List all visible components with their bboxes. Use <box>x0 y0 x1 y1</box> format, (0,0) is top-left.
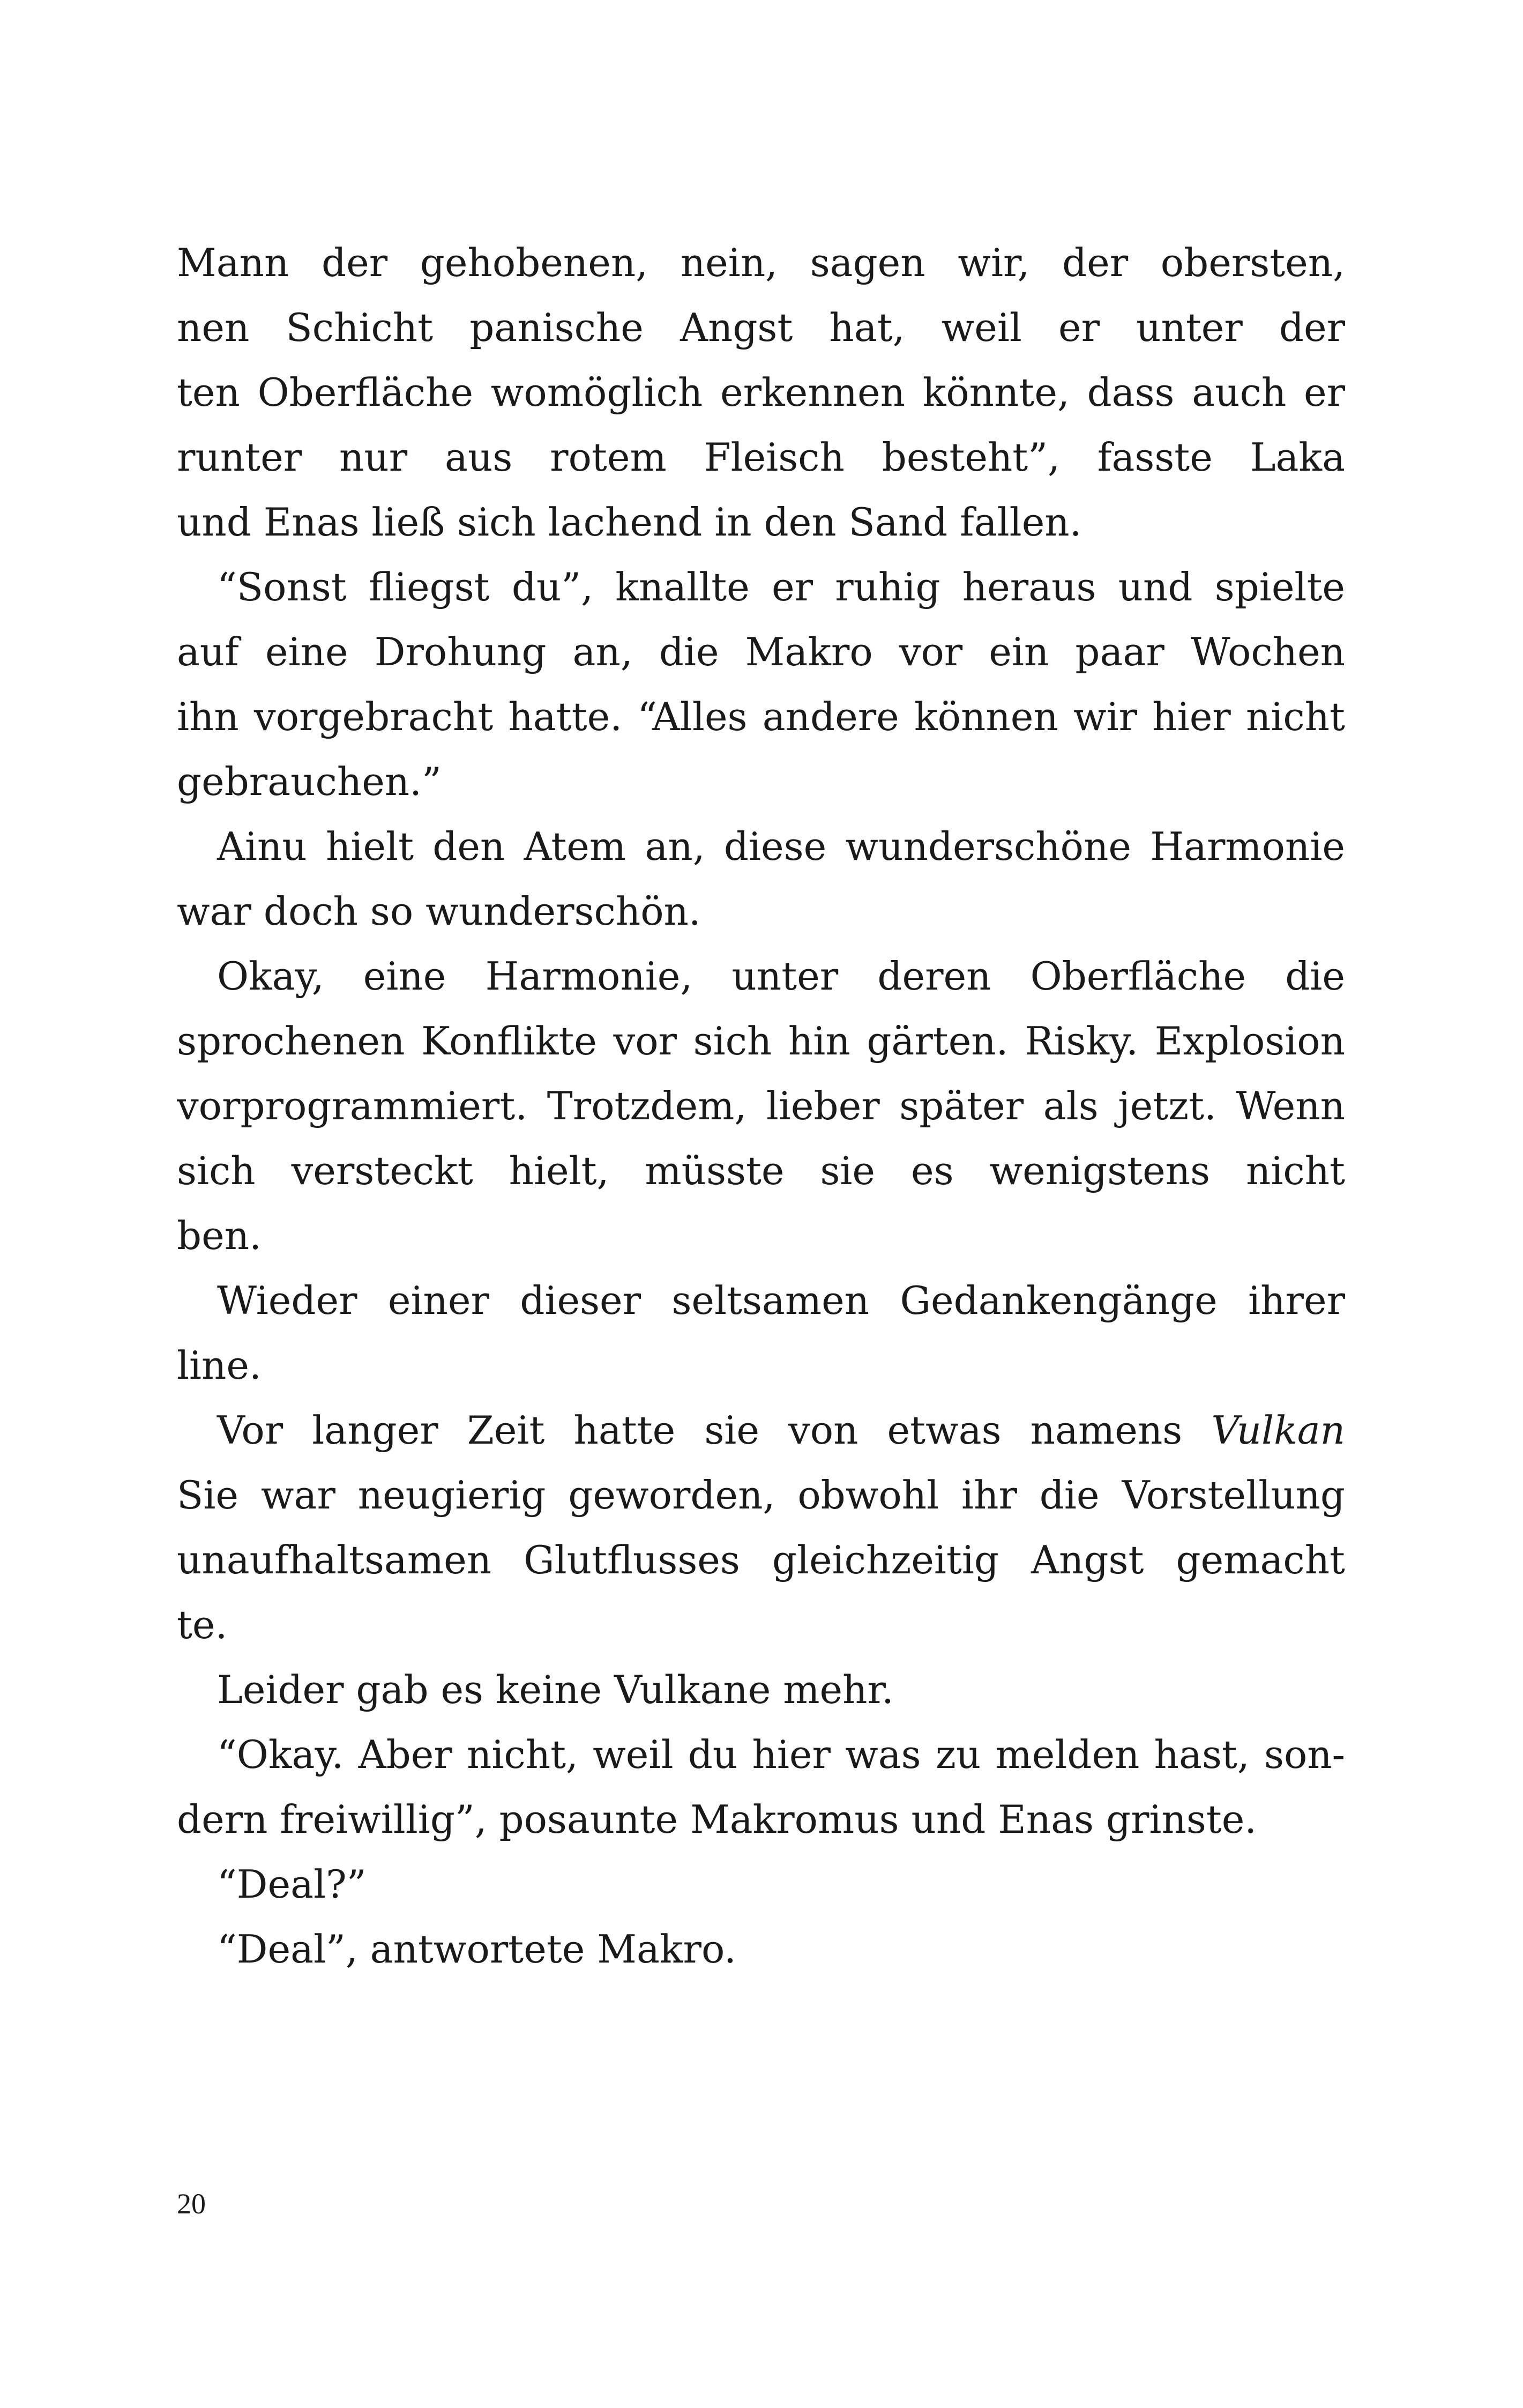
body-text <box>177 231 1345 1982</box>
text-line: ten Oberfläche womöglich erkennen könnte, dass auch er <box>177 370 1345 415</box>
text-line: ihn vorgebracht hatte. “Alles andere können wir hier nicht <box>177 694 1345 739</box>
text-line: auf eine Drohung an, die Makro vor ein paar Wochen <box>177 629 1345 674</box>
text-line: “Okay. Aber nicht, weil du hier was zu melden hast, son- <box>217 1732 1345 1777</box>
text-line: vorprogrammiert. Trotzdem, lieber später als jetzt. Wenn <box>177 1083 1345 1128</box>
page-number: 20 <box>177 2188 206 2220</box>
emphasized-word: Vulkan <box>1211 1408 1345 1453</box>
text-line: “Deal?” <box>217 1862 367 1907</box>
text-line: Leider gab es keine Vulkane mehr. <box>217 1667 894 1712</box>
text-line <box>177 1398 1345 1463</box>
text-line: Mann der gehobenen, nein, sagen wir, der obersten, <box>177 240 1345 285</box>
text-segment: Vor langer Zeit hatte sie von etwas namens <box>217 1408 1212 1453</box>
text-line: und Enas ließ sich lachend in den Sand fallen. <box>177 500 1082 545</box>
text-line: runter nur aus rotem Fleisch besteht”, fasste Laka <box>177 435 1345 480</box>
text-line: sprochenen Konflikte vor sich hin gärten. Risky. Explosion <box>177 1019 1345 1064</box>
text-line: sich versteckt hielt, müsste sie es wenigstens nicht <box>177 1148 1345 1193</box>
text-line: Sie war neugierig geworden, obwohl ihr die Vorstellung <box>177 1473 1345 1518</box>
text-line: war doch so wunderschön. <box>177 889 701 934</box>
text-line: te. <box>177 1602 228 1647</box>
text-line: unaufhaltsamen Glutflusses gleichzeitig Angst gemacht <box>177 1537 1345 1582</box>
text-line: nen Schicht panische Angst hat, weil er unter der <box>177 305 1345 350</box>
text-line: Okay, eine Harmonie, unter deren Oberfläche die <box>217 954 1345 999</box>
text-line: “Deal”, antwortete Makro. <box>217 1927 736 1972</box>
text-line: Ainu hielt den Atem an, diese wunderschöne Harmonie <box>217 824 1345 869</box>
text-line: Wieder einer dieser seltsamen Gedankengänge ihrer <box>217 1278 1345 1323</box>
text-line: dern freiwillig”, posaunte Makromus und Enas grinste. <box>177 1797 1257 1842</box>
text-line: line. <box>177 1343 262 1388</box>
text-line: ben. <box>177 1213 262 1258</box>
text-line: “Sonst fliegst du”, knallte er ruhig heraus und spielte <box>217 564 1345 610</box>
text-line: gebrauchen.” <box>177 759 442 804</box>
